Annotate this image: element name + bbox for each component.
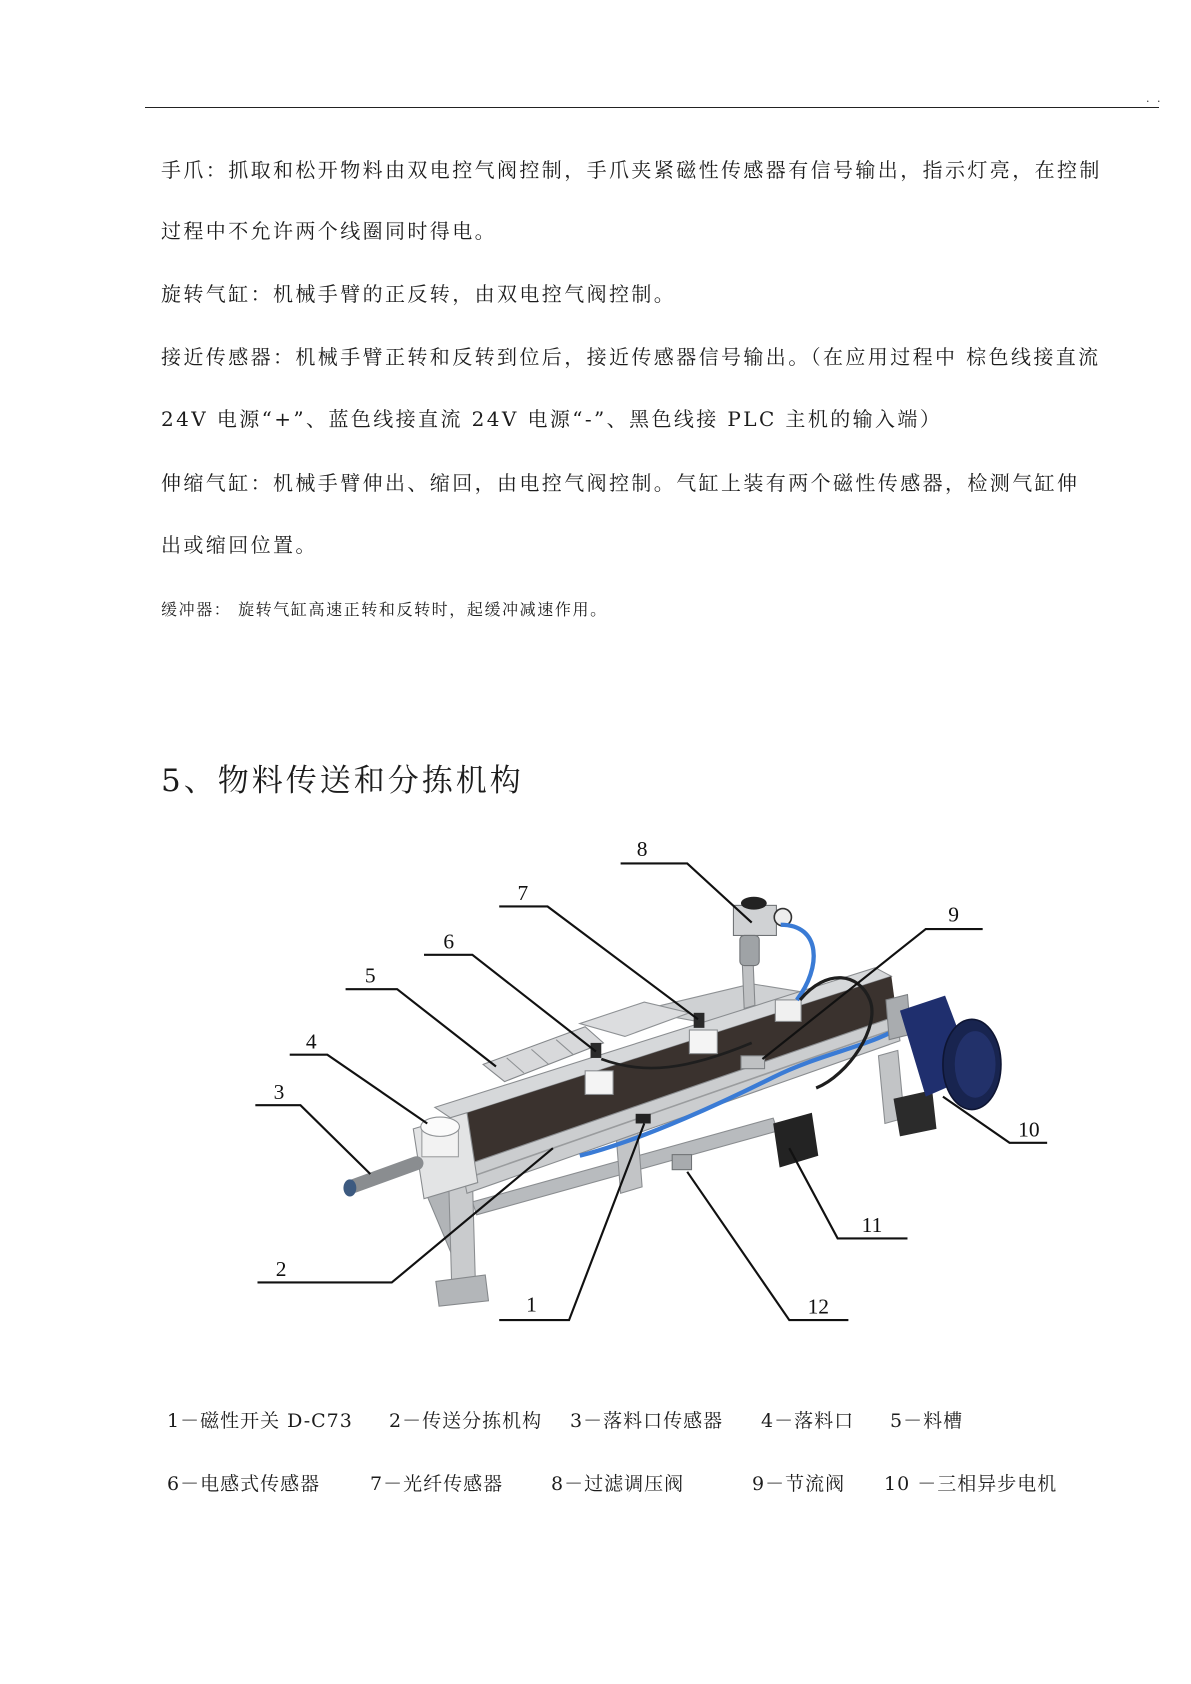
paragraph-gripper-line-2: 过程中不允许两个线圈同时得电。 <box>161 219 497 243</box>
paragraph-telescopic-cylinder-line-1: 伸缩气缸：机械手臂伸出、缩回，由电控气阀控制。气缸上装有两个磁性传感器，检测气缸伸 <box>161 471 1080 495</box>
paragraph-rotary-cylinder: 旋转气缸：机械手臂的正反转，由双电控气阀控制。 <box>161 282 677 306</box>
filter-bowl <box>740 935 759 965</box>
drop-port-opening <box>421 1117 460 1136</box>
mechanism-figure <box>236 828 1074 1333</box>
callout-number-2: 2 <box>275 1257 287 1282</box>
callout-number-9: 9 <box>948 902 960 927</box>
callout-number-6: 6 <box>443 929 455 954</box>
legend-item-7: 7－光纤传感器 <box>370 1473 504 1495</box>
callout-number-4: 4 <box>305 1029 317 1054</box>
legend-item-5: 5－料槽 <box>890 1410 964 1432</box>
legend-item-1: 1－磁性开关 D-C73 <box>167 1410 353 1432</box>
fiber-optic-sensor <box>694 1013 705 1028</box>
callout-number-7: 7 <box>517 881 529 906</box>
callout-number-3: 3 <box>273 1079 285 1104</box>
callout-number-8: 8 <box>636 836 648 861</box>
magnetic-switch <box>636 1114 651 1124</box>
paragraph-gripper-line-1: 手爪：抓取和松开物料由双电控气阀控制，手爪夹紧磁性传感器有信号输出，指示灯亮，在控制 <box>161 158 1102 182</box>
legend-item-3: 3－落料口传感器 <box>570 1410 724 1432</box>
paragraph-telescopic-cylinder-line-2: 出或缩回位置。 <box>161 533 318 557</box>
callout-leader-4 <box>290 1055 428 1124</box>
throttle-valve-fitting <box>672 1155 691 1170</box>
paragraph-buffer-note: 缓冲器： 旋转气缸高速正转和反转时，起缓冲减速作用。 <box>161 600 608 619</box>
legend-item-10: 10 －三相异步电机 <box>884 1473 1058 1495</box>
drop-port-sensor-tip <box>343 1179 356 1196</box>
legend-item-2: 2－传送分拣机构 <box>389 1410 543 1432</box>
fiber-sensor-clamp <box>689 1030 717 1054</box>
callout-number-11: 11 <box>861 1212 883 1237</box>
section-heading: 5、物料传送和分拣机构 <box>161 763 524 799</box>
legend-item-4: 4－落料口 <box>761 1410 855 1432</box>
legend-item-6: 6－电感式传感器 <box>167 1473 321 1495</box>
callout-leader-7 <box>499 906 698 1019</box>
callout-leader-11 <box>789 1148 907 1238</box>
header-corner-mark: . . <box>1146 92 1163 105</box>
rear-sensor-clamp <box>775 1000 801 1021</box>
paragraph-proximity-sensor-line-2: 24V 电源“+”、蓝色线接直流 24V 电源“-”、黑色线接 PLC 主机的输入端） <box>161 407 943 431</box>
regulator-knob <box>741 897 767 910</box>
callout-leader-3 <box>255 1105 370 1174</box>
inductive-sensor-clamp <box>585 1071 613 1095</box>
paragraph-proximity-sensor-line-1: 接近传感器：机械手臂正转和反转到位后，接近传感器信号输出。（在应用过程中 棕色线接直流 <box>161 345 1101 369</box>
callout-number-10: 10 <box>1018 1117 1040 1142</box>
legend-item-8: 8－过滤调压阀 <box>551 1473 685 1495</box>
callout-number-1: 1 <box>526 1292 537 1317</box>
callout-number-5: 5 <box>364 963 376 988</box>
callout-leader-5 <box>346 989 496 1066</box>
legend-item-9: 9－节流阀 <box>752 1473 846 1495</box>
callout-number-12: 12 <box>807 1294 830 1319</box>
filter-regulator-body <box>733 905 776 935</box>
motor-fan-cover <box>955 1031 996 1098</box>
header-rule <box>145 107 1159 108</box>
sorting-mechanism-illustration <box>236 828 1074 1333</box>
left-leg-foot <box>436 1275 489 1306</box>
ejector-cylinder <box>741 1056 765 1069</box>
callout-leader-8 <box>621 863 752 922</box>
